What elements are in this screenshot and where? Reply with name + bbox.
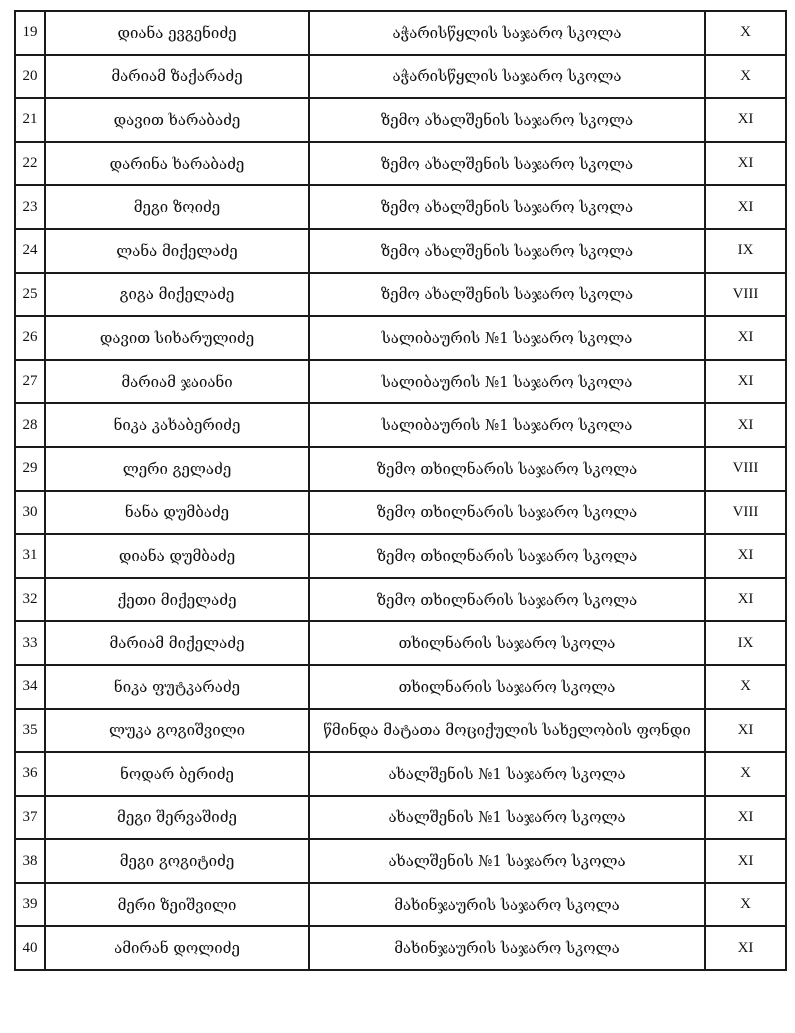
- student-name-cell: მეგი გოგიტიძე: [45, 839, 309, 883]
- row-number-cell: 29: [15, 447, 45, 491]
- grade-cell: XI: [705, 578, 786, 622]
- row-number-cell: 31: [15, 534, 45, 578]
- grade-cell: XI: [705, 360, 786, 404]
- row-number-cell: 26: [15, 316, 45, 360]
- table-row: [15, 98, 786, 142]
- grade-cell: XI: [705, 796, 786, 840]
- grade-cell: X: [705, 665, 786, 709]
- student-name-cell: ამირან დოლიძე: [45, 926, 309, 970]
- school-name-cell: ზემო თხილნარის საჯარო სკოლა: [309, 578, 705, 622]
- school-name-cell: თხილნარის საჯარო სკოლა: [309, 621, 705, 665]
- school-name-cell: ახალშენის №1 საჯარო სკოლა: [309, 752, 705, 796]
- row-number-cell: 24: [15, 229, 45, 273]
- row-number-cell: 35: [15, 709, 45, 753]
- table-row: [15, 229, 786, 273]
- grade-cell: XI: [705, 839, 786, 883]
- grade-cell: IX: [705, 621, 786, 665]
- row-number-cell: 30: [15, 491, 45, 535]
- row-number-cell: 39: [15, 883, 45, 927]
- student-name-cell: მერი ზეიშვილი: [45, 883, 309, 927]
- grade-cell: X: [705, 752, 786, 796]
- school-name-cell: ზემო თხილნარის საჯარო სკოლა: [309, 534, 705, 578]
- row-number-cell: 36: [15, 752, 45, 796]
- table-row: [15, 621, 786, 665]
- table-row: [15, 447, 786, 491]
- table-row: [15, 578, 786, 622]
- student-name-cell: მეგი ზოიძე: [45, 185, 309, 229]
- table-row: [15, 11, 786, 55]
- student-name-cell: ნიკა კახაბერიძე: [45, 403, 309, 447]
- table-row: [15, 534, 786, 578]
- grade-cell: VIII: [705, 273, 786, 317]
- school-name-cell: მახინჯაურის საჯარო სკოლა: [309, 883, 705, 927]
- student-name-cell: ლუკა გოგიშვილი: [45, 709, 309, 753]
- table-row: [15, 839, 786, 883]
- student-name-cell: მეგი შერვაშიძე: [45, 796, 309, 840]
- grade-cell: IX: [705, 229, 786, 273]
- student-roster-table: [14, 10, 787, 971]
- grade-cell: XI: [705, 534, 786, 578]
- row-number-cell: 22: [15, 142, 45, 186]
- school-name-cell: სალიბაურის №1 საჯარო სკოლა: [309, 316, 705, 360]
- row-number-cell: 33: [15, 621, 45, 665]
- row-number-cell: 19: [15, 11, 45, 55]
- student-name-cell: დიანა ევგენიძე: [45, 11, 309, 55]
- school-name-cell: ახალშენის №1 საჯარო სკოლა: [309, 796, 705, 840]
- row-number-cell: 38: [15, 839, 45, 883]
- school-name-cell: მახინჯაურის საჯარო სკოლა: [309, 926, 705, 970]
- student-name-cell: დარინა ხარაბაძე: [45, 142, 309, 186]
- table-row: [15, 403, 786, 447]
- school-name-cell: ზემო ახალშენის საჯარო სკოლა: [309, 185, 705, 229]
- row-number-cell: 40: [15, 926, 45, 970]
- student-name-cell: ლერი გელაძე: [45, 447, 309, 491]
- table-row: [15, 491, 786, 535]
- table-row: [15, 273, 786, 317]
- school-name-cell: ზემო ახალშენის საჯარო სკოლა: [309, 98, 705, 142]
- school-name-cell: სალიბაურის №1 საჯარო სკოლა: [309, 403, 705, 447]
- table-row: [15, 360, 786, 404]
- school-name-cell: ზემო ახალშენის საჯარო სკოლა: [309, 142, 705, 186]
- student-name-cell: ნოდარ ბერიძე: [45, 752, 309, 796]
- student-name-cell: ნიკა ფუტკარაძე: [45, 665, 309, 709]
- school-name-cell: აჭარისწყლის საჯარო სკოლა: [309, 55, 705, 99]
- school-name-cell: ზემო ახალშენის საჯარო სკოლა: [309, 229, 705, 273]
- row-number-cell: 25: [15, 273, 45, 317]
- grade-cell: XI: [705, 709, 786, 753]
- student-name-cell: გიგა მიქელაძე: [45, 273, 309, 317]
- grade-cell: XI: [705, 403, 786, 447]
- student-name-cell: დიანა დუმბაძე: [45, 534, 309, 578]
- table-row: [15, 142, 786, 186]
- school-name-cell: აჭარისწყლის საჯარო სკოლა: [309, 11, 705, 55]
- row-number-cell: 27: [15, 360, 45, 404]
- grade-cell: XI: [705, 316, 786, 360]
- table-row: [15, 752, 786, 796]
- school-name-cell: ზემო ახალშენის საჯარო სკოლა: [309, 273, 705, 317]
- row-number-cell: 23: [15, 185, 45, 229]
- grade-cell: X: [705, 55, 786, 99]
- school-name-cell: სალიბაურის №1 საჯარო სკოლა: [309, 360, 705, 404]
- school-name-cell: წმინდა მატათა მოციქულის სახელობის ფონდი: [309, 709, 705, 753]
- student-name-cell: მარიამ მიქელაძე: [45, 621, 309, 665]
- student-name-cell: დავით ხარაბაძე: [45, 98, 309, 142]
- row-number-cell: 32: [15, 578, 45, 622]
- row-number-cell: 21: [15, 98, 45, 142]
- grade-cell: X: [705, 883, 786, 927]
- school-name-cell: ახალშენის №1 საჯარო სკოლა: [309, 839, 705, 883]
- grade-cell: XI: [705, 142, 786, 186]
- school-name-cell: ზემო თხილნარის საჯარო სკოლა: [309, 491, 705, 535]
- table-row: [15, 709, 786, 753]
- roster-body: [15, 11, 786, 970]
- table-row: [15, 796, 786, 840]
- student-name-cell: ლანა მიქელაძე: [45, 229, 309, 273]
- grade-cell: VIII: [705, 491, 786, 535]
- grade-cell: XI: [705, 926, 786, 970]
- row-number-cell: 37: [15, 796, 45, 840]
- table-row: [15, 316, 786, 360]
- table-row: [15, 883, 786, 927]
- table-row: [15, 185, 786, 229]
- table-row: [15, 926, 786, 970]
- student-name-cell: ნანა დუმბაძე: [45, 491, 309, 535]
- grade-cell: X: [705, 11, 786, 55]
- student-name-cell: მარიამ ჯაიანი: [45, 360, 309, 404]
- table-row: [15, 55, 786, 99]
- grade-cell: VIII: [705, 447, 786, 491]
- row-number-cell: 20: [15, 55, 45, 99]
- school-name-cell: ზემო თხილნარის საჯარო სკოლა: [309, 447, 705, 491]
- grade-cell: XI: [705, 185, 786, 229]
- student-name-cell: ქეთი მიქელაძე: [45, 578, 309, 622]
- school-name-cell: თხილნარის საჯარო სკოლა: [309, 665, 705, 709]
- row-number-cell: 28: [15, 403, 45, 447]
- table-row: [15, 665, 786, 709]
- student-name-cell: დავით სიხარულიძე: [45, 316, 309, 360]
- student-name-cell: მარიამ ზაქარაძე: [45, 55, 309, 99]
- row-number-cell: 34: [15, 665, 45, 709]
- grade-cell: XI: [705, 98, 786, 142]
- document-page: [14, 10, 777, 971]
